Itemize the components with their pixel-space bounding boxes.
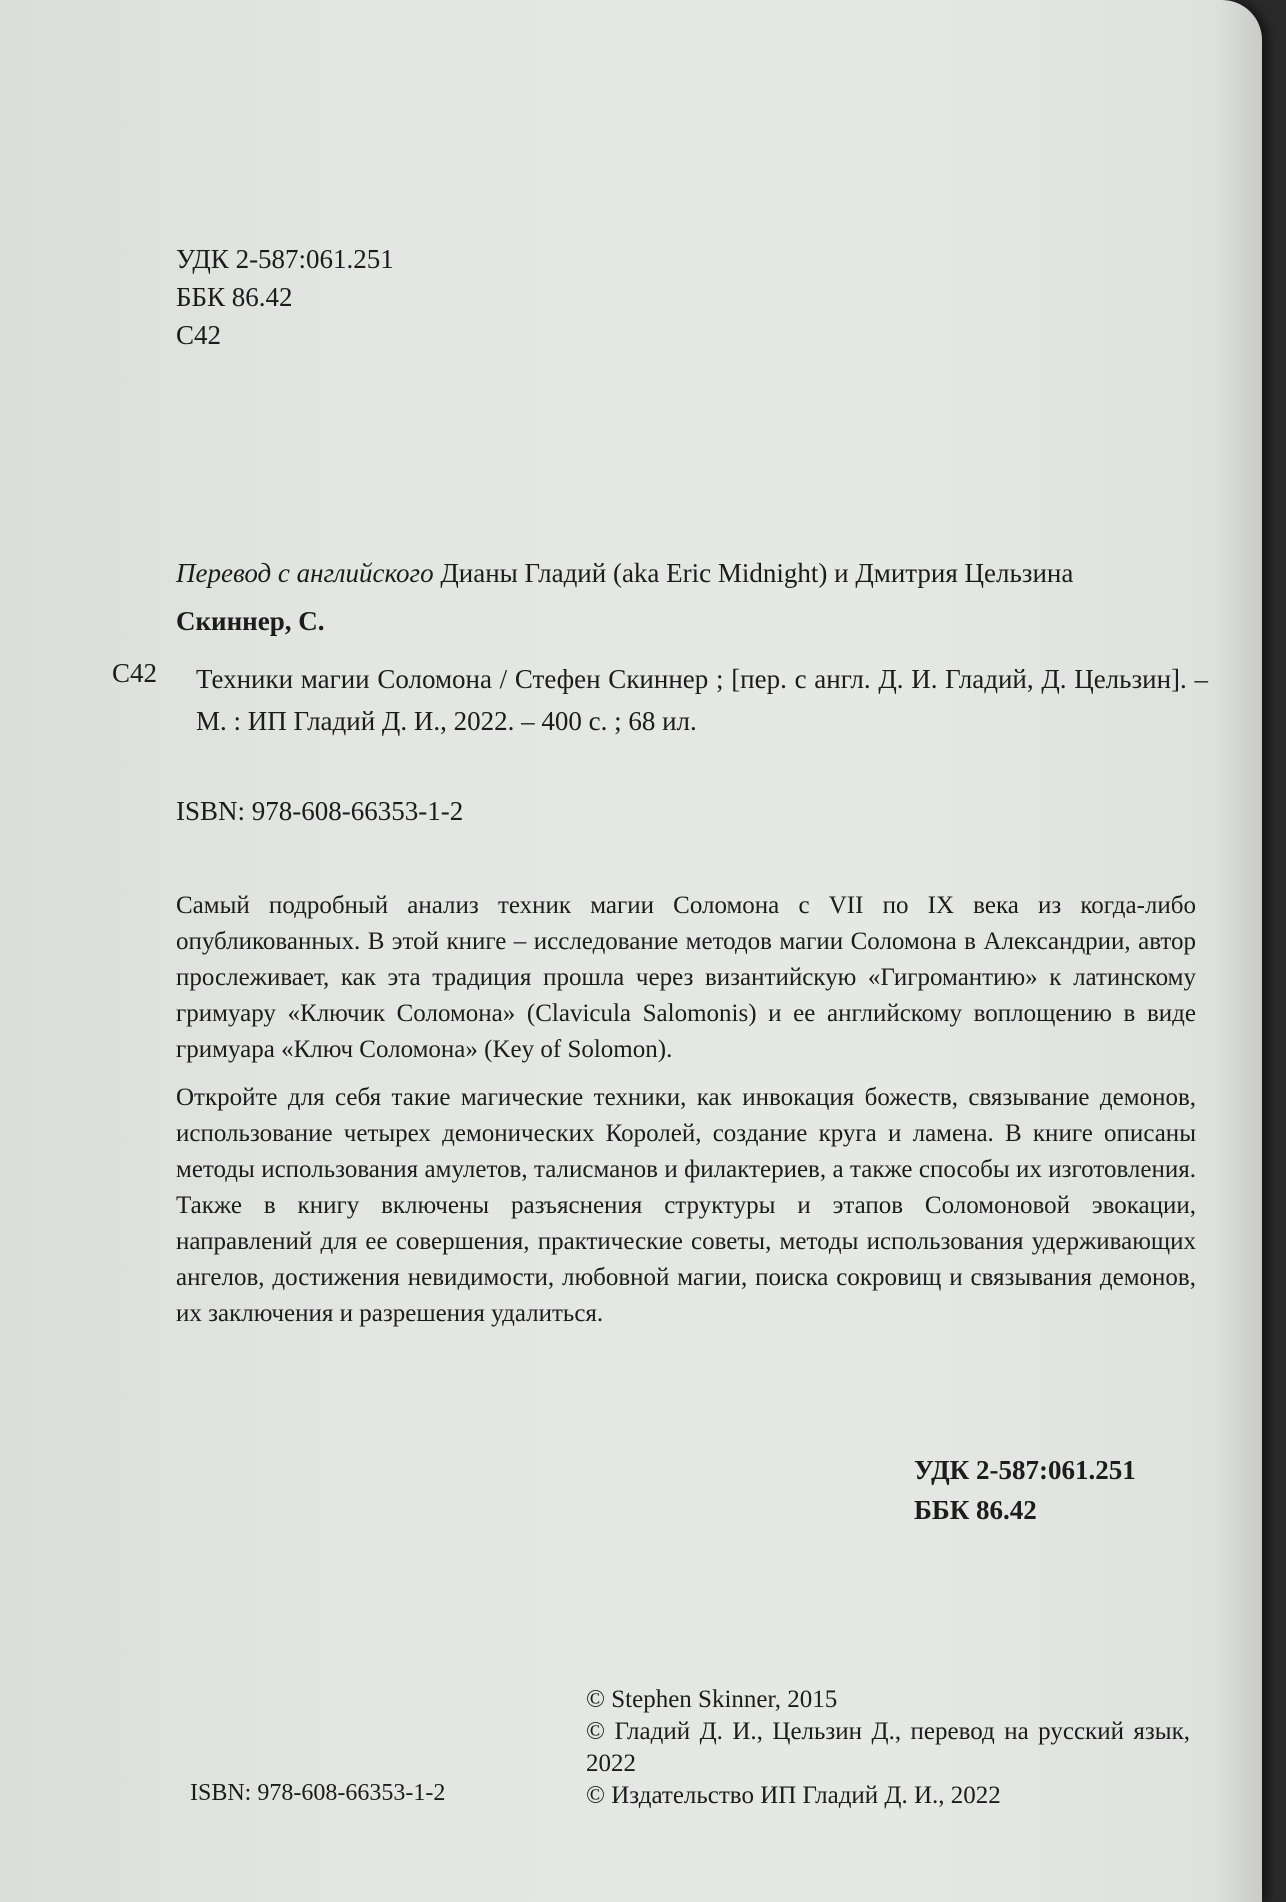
copyright-line: © Издательство ИП Гладий Д. И., 2022 [586, 1782, 1001, 1809]
annotation-paragraph: Откройте для себя такие магические техники, как инвокация божеств, связывание демонов, использование четырех демонических Королей, создание круга и ламена. В книге описаны методы использования амулетов, талисманов и филактериев, а также способы их изготовления. Также в книгу включены разъяснения структуры и этапов Соломоновой эвокации, направлений для ее совершения, практические советы, методы использования удерживающих ангелов, достижения невидимости, любовной магии, поиска сокровищ и связывания демонов, их заключения и разрешения удалиться. [176, 1084, 1196, 1327]
annotation [176, 888, 1196, 1344]
copyright-line: © Stephen Skinner, 2015 [586, 1686, 838, 1713]
catalog-description: Техники магии Соломона / Стефен Скиннер ; [пер. с англ. Д. И. Гладий, Д. Цельзин]. – М. : ИП Гладий Д. И., 2022. – 400 с. ; 68 ил. [196, 664, 1208, 736]
translation-credit [176, 558, 1073, 589]
udk-code-bottom: УДК 2-587:061.251 [914, 1455, 1136, 1485]
annotation-paragraph: Самый подробный анализ техник магии Соломона с VII по IX века из когда-либо опубликованных. В этой книге – исследование методов магии Соломона в Александрии, автор прослеживает, как эта традиция прошла через византийскую «Гигромантию» к латинскому гримуару «Ключик Соломона» (Clavicula Salomonis) и ее английскому воплощению в виде гримуара «Ключ Соломона» (Key of Solomon). [176, 892, 1196, 1063]
copyright-block [586, 1684, 1190, 1812]
udk-code: УДК 2-587:061.251 [176, 244, 394, 274]
translation-translators: Дианы Гладий (aka Eric Midnight) и Дмитрия Цельзина [433, 558, 1074, 588]
top-classification-codes [176, 240, 394, 354]
bbk-code: ББК 86.42 [176, 282, 293, 312]
isbn-bottom: ISBN: 978-608-66353-1-2 [190, 1780, 446, 1806]
author-heading: Скиннер, С. [176, 606, 325, 636]
catalog-code: С42 [112, 658, 158, 688]
bbk-code-bottom: ББК 86.42 [914, 1495, 1037, 1525]
isbn-main: ISBN: 978-608-66353-1-2 [176, 796, 464, 826]
copyright-line: © Гладий Д. И., Цельзин Д., перевод на русский язык, 2022 [586, 1718, 1190, 1777]
translation-italic: Перевод с английского [176, 558, 434, 588]
author-mark: С42 [176, 320, 222, 350]
bottom-classification-codes [914, 1450, 1136, 1530]
